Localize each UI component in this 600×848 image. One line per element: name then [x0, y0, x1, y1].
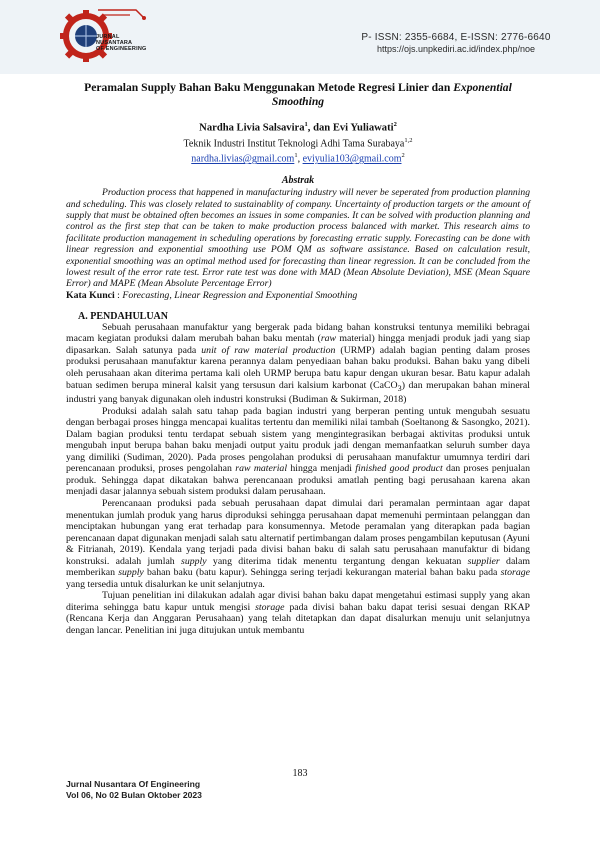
footer-journal-name: Jurnal Nusantara Of Engineering: [66, 779, 201, 789]
paragraph-1: Sebuah perusahaan manufaktur yang bergerak pada bidang bahan konstruksi tentunya memiliki bebragai macam kegiatan produksi dalam merubah bahan baku mentah (raw material) hingga menjadi produk jadi yang siap dipasarkan. Salah satunya pada unit of raw material production (URMP) adalah bagian penting dalam proses produksi perusahaan manufaktur karena perannya dalam penyediaan bahan baku produksi. Bahan baku yang dibeli oleh perusahaan akan diterima pertama kali oleh URMP berupa batu kapur dengan ukuran besar. Batu kapur adalah batuan sedimen berupa mineral kalsit yang tersusun dari kalsium karbonat (CaCO$_3$) dan merupakan bahan mineral industri yang banyak digunakan oleh industri konstruksi (Budiman & Sukirman, 2018): [66, 321, 530, 406]
author-list: Nardha Livia Salsavira$^1$, dan Evi Yuliawati$^2$: [199, 121, 397, 134]
paragraph-2: Produksi adalah salah satu tahap pada bagian industri yang berperan penting untuk mengubah sesuatu dengan berbagai proses hingga mencapai kualitas tertentu dan memiliki nilai tambah (Soeltanong & Sasongko, 2021). Dalam bagian produksi tentu terdapat sebuah sistem yang mengintegrasikan berbagai aktivitas produksi untuk mengubah input berupa bahan baku menjadi output yaitu produk jadi dengan memanfaatkan seluruh sumber daya yang dimiliki (Sudiman, 2020). Pada proses pengolahan produksi di perusahaan manufaktur umumnya terdiri dari perencanaan produksi, proses pengolahan raw material hingga menjadi finished good product dan proses penjualan produk. Sehingga dapat dikatakan bahwa perencanaan produksi amatlah penting bagi perusahaan karena akan menjadi dasar jalannya sebuah sistem produksi dalam perusahaan.: [66, 405, 531, 498]
author-emails: nardha.livias@gmail.com$^1$, eviyulia103@gmail.com$^2$: [191, 152, 405, 165]
logo-text: JURNAL NUSANTARA OF ENGINEERING: [96, 34, 147, 52]
page-number: 183: [292, 768, 308, 779]
paragraph-3: Perencanaan produksi pada sebuah perusahaan dapat dimulai dari peramalan permintaan agar dapat menentukan jumlah produk yang harus diproduksi sehingga perusahaan dapat memenuhi permintaan pelanggan dan menciptakan hubungan yang erat terhadap para konsumennya. Metode peramalan yang diterapkan pada bagian perencanaan dapat digunakan menjadi salah satu alternatif pertimbangan dalam proses pengambilan keputusan (Ayuni & Fitrianah, 2019). Kendala yang terjadi pada divisi bahan baku di salah satu perusahaan manufaktur di bidang konstruksi. adalah jumlah supply yang diterima tidak menentu tergantung dengan kekuatan supplier dalam memberikan supply bahan baku (batu kapur). Sehingga sering terjadi kekurangan material bahan baku pada storage yang tersedia untuk disalurkan ke unit selanjutnya.: [66, 498, 530, 590]
section-heading: A. PENDAHULUAN: [78, 310, 168, 322]
paragraph-4: Tujuan penelitian ini dilakukan adalah agar divisi bahan baku dapat mengetahui estimasi supply yang akan diterima sehingga batu kapur untuk mengisi storage pada divisi bahan baku dapat terisi sesuai dengan RKAP (Rencana Kerja dan Anggaran Perusahaan) yang telah ditetapkan dan dapat disalurkan menuju unit selanjutnya dengan lancar. Penelitian ini juga ditujukan untuk membantu: [66, 590, 530, 637]
affiliation: Teknik Industri Institut Teknologi Adhi Tama Surabaya$^{1,2}$: [183, 136, 413, 149]
paper-title: Peramalan Supply Bahan Baku Menggunakan Metode Regresi Linier dan Exponential Smoothing: [84, 81, 512, 108]
journal-url[interactable]: https://ojs.unpkediri.ac.id/index.php/noe: [376, 44, 536, 54]
email-link-2[interactable]: eviyulia103@gmail.com: [302, 153, 402, 165]
email-link-1[interactable]: nardha.livias@gmail.com: [191, 153, 295, 165]
journal-identifiers: [322, 32, 590, 54]
footer-volume: Vol 06, No 02 Bulan Oktober 2023: [66, 790, 202, 800]
issn-text: P- ISSN: 2355-6684, E-ISSN: 2776-6640: [361, 32, 551, 43]
article-body: [66, 81, 530, 637]
journal-footer: [66, 779, 202, 801]
abstract-text: Production process that happened in manufacturing industry will never be seperated from production planning and scheduling. This was closely related to sustainablity of company. Uncertainty of production targets or the amount of supply that must be obtained often becomes an issues in some companies. It can be solved with production planning and control as the first step that can be taken to make production process balanced with market. This research aims to facilitate production management in scheduling operations by forecasting erratic supply. Forecasting can be done with linear regression and exponential smoothing use POM QM as software assistance. Based on calculation result, exponential smoothing was an optimal method used for forecasting than linear regression. It can be concluded from the lowest result of the error rate test. Error rate test was done with MAD (Mean Absolute Deviation), MSE (Mean Square Error) and MAPE (Mean Absolute Percentage Error): [66, 187, 530, 290]
abstract-heading: Abstrak: [281, 175, 315, 187]
keywords: Kata Kunci : Forecasting, Linear Regression and Exponential Smoothing: [66, 289, 358, 301]
